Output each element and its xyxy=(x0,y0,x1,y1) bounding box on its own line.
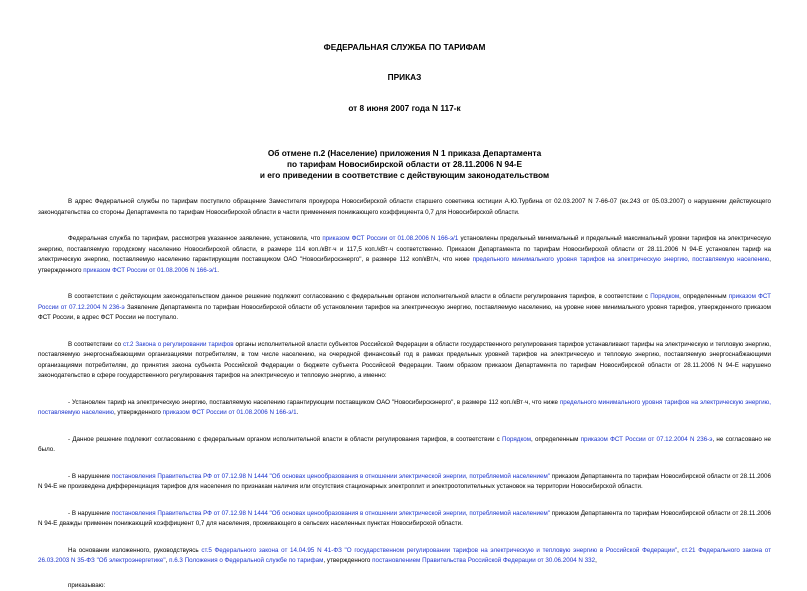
link-gov-resolution-1444-b[interactable]: постановления Правительства РФ от 07.12.98 N 1444 "Об основах ценообразования в отношении электрической энергии, потребляемой населением" xyxy=(112,510,550,517)
link-fst-order-166-b[interactable]: приказом ФСТ России от 01.08.2006 N 166-э/1 xyxy=(83,267,217,274)
link-fst-regulation[interactable]: п.6.3 Положения о Федеральной службе по тарифам xyxy=(169,557,323,564)
paragraph-violation-2: - Данное решение подлежит согласованию с федеральным органом исполнительной власти в области регулирования тарифов, в соответствии с Порядком, определенным приказом ФСТ России от 07.12.2004 N 236-э, не согласовано не было. xyxy=(38,435,771,456)
paragraph-basis: На основании изложенного, руководствуясь ст.5 Федерального закона от 14.04.95 N 41-ФЗ "О государственном регулировании тарифов на электрическую и тепловую энергию в Российской Федерации", ст.21 Федерального закона от 26.03.2003 N 35-ФЗ "Об электроэнергетике", п.6.3 Положения о Федеральной службе по тарифам, утвержденного постановлением Правительства Российской Федерации от 30.06.2004 N 332, xyxy=(38,546,771,567)
title-line-2: по тарифам Новосибирской области от 28.11.2006 N 94-Е xyxy=(38,159,771,170)
date-number-heading: от 8 июня 2007 года N 117-к xyxy=(38,103,771,114)
paragraph-violation-1: - Установлен тариф на электрическую энергию, поставляемую населению гарантирующим поставщиком ОАО "Новосибирскэнерго", в размере 112 коп./кВт·ч, что ниже предельного минимального уровня тарифов на электрическую энергию, поставляемую населению, утвержденного приказом ФСТ России от 01.08.2006 N 166-э/1. xyxy=(38,398,771,419)
paragraph-appeal: В адрес Федеральной службы по тарифам поступило обращение Заместителя прокурора Новосибирской области старшего советника юстиции А.Ю.Турбина от 02.03.2007 N 7-66-07 (вх.243 от 05.03.2007) о нарушении действующего законодательства со стороны Департамента по тарифам Новосибирской области в части применения понижающего коэффициента 0,7 для Новосибирской области. xyxy=(38,197,771,218)
paragraph-violation-4: - В нарушение постановления Правительства РФ от 07.12.98 N 1444 "Об основах ценообразования в отношении электрической энергии, потребляемой населением" приказом Департамента по тарифам Новосибирской области от 28.11.2006 N 94-Е дважды применен понижающий коэффициент 0,7 для населения, проживающего в сельских населенных пунктах Новосибирской области. xyxy=(38,509,771,530)
link-fst-order-236-b[interactable]: приказом ФСТ России от 07.12.2004 N 236-э xyxy=(581,436,713,443)
link-min-tariff-level-2[interactable]: предельного минимального уровня тарифов на электрическую энергию, поставляемую населению xyxy=(38,399,771,417)
agency-heading: ФЕДЕРАЛЬНАЯ СЛУЖБА ПО ТАРИФАМ xyxy=(38,42,771,53)
link-fst-order-166-c[interactable]: приказом ФСТ России от 01.08.2006 N 166-э/1 xyxy=(163,409,297,416)
paragraph-law: В соответствии со ст.2 Закона о регулировании тарифов органы исполнительной власти субъектов Российской Федерации в области государственного регулирования тарифов устанавливают тарифы на электрическую и тепловую энергию, поставляемую энергоснабжающими организациями потребителям, в том числе населению, на очередной финансовый год в рамках предельных уровней тарифов на электрическую и тепловую энергию, поставляемую энергоснабжающими организациями потребителям, до принятия закона субъекта Российской Федерации о бюджете субъекта Российской Федерации. Таким образом приказом Департамента по тарифам Новосибирской области от 28.11.2006 N 94-Е нарушено законодательство в сфере государственного регулирования тарифов на электрическую и тепловую энергию, а именно: xyxy=(38,340,771,382)
closing-order: приказываю: xyxy=(38,581,771,591)
document-title xyxy=(38,148,771,181)
link-fst-order-166[interactable]: приказом ФСТ России от 01.08.2006 N 166-э/1 xyxy=(322,235,458,242)
link-procedure-2[interactable]: Порядком xyxy=(502,436,531,443)
link-gov-resolution-332[interactable]: постановлением Правительства Российской Федерации от 30.06.2004 N 332 xyxy=(372,557,595,564)
link-min-tariff-level[interactable]: предельного минимального уровня тарифов на электрическую энергию, поставляемую населению xyxy=(473,256,770,263)
link-tariff-law-art2[interactable]: ст.2 Закона о регулировании тарифов xyxy=(123,341,234,348)
link-federal-law-41[interactable]: ст.5 Федерального закона от 14.04.95 N 41-ФЗ "О государственном регулировании тарифов на электрическую и тепловую энергию в Российской Федерации" xyxy=(201,547,677,554)
paragraph-approval: В соответствии с действующим законодательством данное решение подлежит согласованию с федеральным органом исполнительной власти в области регулирования тарифов, в соответствии с Порядком, определенным приказом ФСТ России от 07.12.2004 N 236-э Заявление Департамента по тарифам Новосибирской области об установлении тарифов на электрическую энергию, поставляемую населению, на уровне ниже минимального уровня тарифов, утвержденного приказом ФСТ России, в адрес ФСТ России не поступало. xyxy=(38,292,771,324)
doc-type-heading: ПРИКАЗ xyxy=(38,72,771,83)
paragraph-findings: Федеральная служба по тарифам, рассмотрев указанное заявление, установила, что приказом ФСТ России от 01.08.2006 N 166-э/1 установлены предельный минимальный и предельный максимальный уровни тарифов на электрическую энергию, поставляемую городскому населению Новосибирской области, в размере 114 коп./кВт·ч и 117,5 коп./кВт·ч соответственно. Приказом Департамента по тарифам Новосибирской области от 28.11.2006 N 94-Е установлен тариф на электрическую энергию, поставляемую населению гарантирующим поставщиком ОАО "Новосибирскэнерго", в размере 112 коп/кВт/ч, что ниже предельного минимального уровня тарифов на электрическую энергию, поставляемую населению, утвержденного приказом ФСТ России от 01.08.2006 N 166-э/1. xyxy=(38,234,771,276)
title-line-3: и его приведении в соответствие с действующим законодательством xyxy=(38,170,771,181)
title-line-1: Об отмене п.2 (Население) приложения N 1 приказа Департамента xyxy=(38,148,771,159)
link-federal-law-35[interactable]: ст.21 Федерального закона от 26.03.2003 N 35-ФЗ "Об электроэнергетике" xyxy=(38,547,771,565)
link-procedure[interactable]: Порядком xyxy=(650,293,679,300)
link-gov-resolution-1444[interactable]: постановления Правительства РФ от 07.12.98 N 1444 "Об основах ценообразования в отношении электрической энергии, потребляемой населением" xyxy=(112,473,550,480)
paragraph-violation-3: - В нарушение постановления Правительства РФ от 07.12.98 N 1444 "Об основах ценообразования в отношении электрической энергии, потребляемой населением" приказом Департамента по тарифам Новосибирской области от 28.11.2006 N 94-Е не произведена дифференциация тарифов для населения по признакам наличия или отсутствия стационарных электроплит и электроотопительных установок на территории Новосибирской области. xyxy=(38,472,771,493)
link-fst-order-236[interactable]: приказом ФСТ России от 07.12.2004 N 236-э xyxy=(38,293,771,311)
